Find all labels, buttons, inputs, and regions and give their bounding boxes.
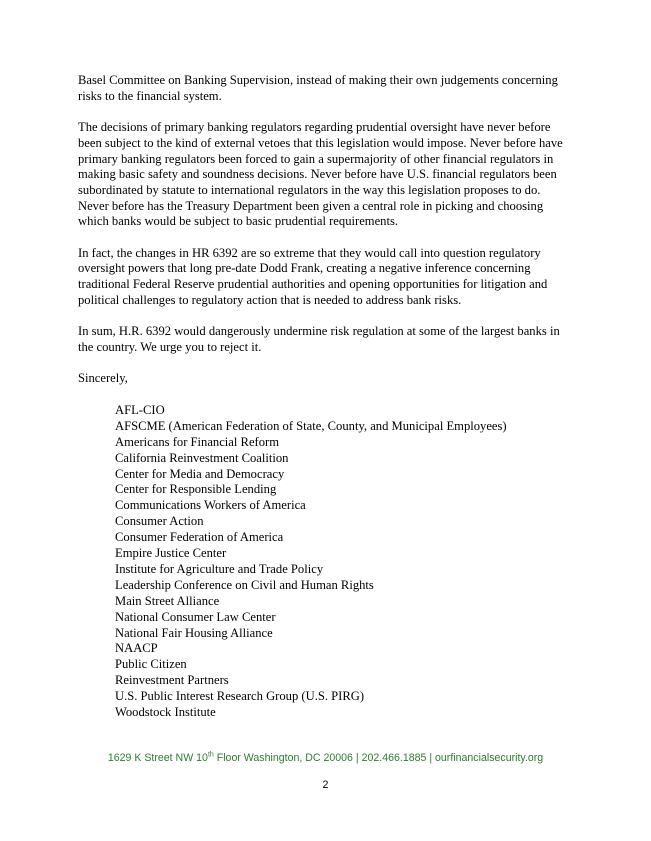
paragraph-basel-committee: Basel Committee on Banking Supervision, instead of making their own judgements concerning risks to the financial system. xyxy=(78,73,558,103)
signatory-item: Consumer Federation of America xyxy=(115,530,284,545)
paragraph-never-before: The decisions of primary banking regulators regarding prudential oversight have never before been subject to the kind of external vetoes that this legislation would impose. Never before have primary banking regulators been forced to gain a supermajority of other financial regulators in making basic safety and soundness decisions. Never before have U.S. financial regulators been subordinated by statute to international regulators in the way this legislation proposes to do. Never before has the Treasury Department been given a central role in picking and choosing which banks would be subject to basic prudential requirements. xyxy=(78,120,563,229)
signatory-item: National Consumer Law Center xyxy=(115,609,276,624)
signatory-item: U.S. Public Interest Research Group (U.S. PIRG) xyxy=(115,689,365,704)
signatory-item: AFSCME (American Federation of State, County, and Municipal Employees) xyxy=(115,418,507,433)
signatory-item: Main Street Alliance xyxy=(115,593,220,608)
paragraph-in-sum: In sum, H.R. 6392 would dangerously undermine risk regulation at some of the largest banks in the country. We urge you to reject it. xyxy=(78,324,560,354)
signatory-item: Public Citizen xyxy=(115,657,187,672)
signatory-item: Empire Justice Center xyxy=(115,546,227,561)
signatory-item: AFL-CIO xyxy=(115,402,165,417)
signatory-item: California Reinvestment Coalition xyxy=(115,450,289,465)
signatory-item: Institute for Agriculture and Trade Policy xyxy=(115,561,324,576)
signatory-item: National Fair Housing Alliance xyxy=(115,625,273,640)
signatory-list xyxy=(78,403,578,721)
signatory-item: Reinvestment Partners xyxy=(115,673,229,688)
letter-body xyxy=(78,73,578,721)
signatory-item: Center for Media and Democracy xyxy=(115,466,285,481)
paragraph-in-fact: In fact, the changes in HR 6392 are so extreme that they would call into question regulatory oversight powers that long pre-date Dodd Frank, creating a negative inference concerning traditional Federal Reserve prudential authorities and opening opportunities for litigation and political challenges to regulatory action that is needed to address bank risks. xyxy=(78,245,548,307)
footer-address xyxy=(0,752,651,764)
signatory-item: Consumer Action xyxy=(115,514,204,529)
signatory-item: NAACP xyxy=(115,641,158,656)
signatory-item: Woodstock Institute xyxy=(115,705,216,720)
page-number: 2 xyxy=(322,779,329,791)
signoff: Sincerely, xyxy=(78,371,128,386)
signatory-item: Leadership Conference on Civil and Human Rights xyxy=(115,577,374,592)
signatory-item: Communications Workers of America xyxy=(115,498,306,513)
footer-address-superscript: th xyxy=(207,751,214,759)
footer-address-part2: Floor Washington, DC 20006 | 202.466.1885 | ourfinancialsecurity.org xyxy=(213,752,544,764)
signatory-item: Americans for Financial Reform xyxy=(115,434,280,449)
signatory-item: Center for Responsible Lending xyxy=(115,482,277,497)
footer-address-part1: 1629 K Street NW 10 xyxy=(107,752,208,764)
